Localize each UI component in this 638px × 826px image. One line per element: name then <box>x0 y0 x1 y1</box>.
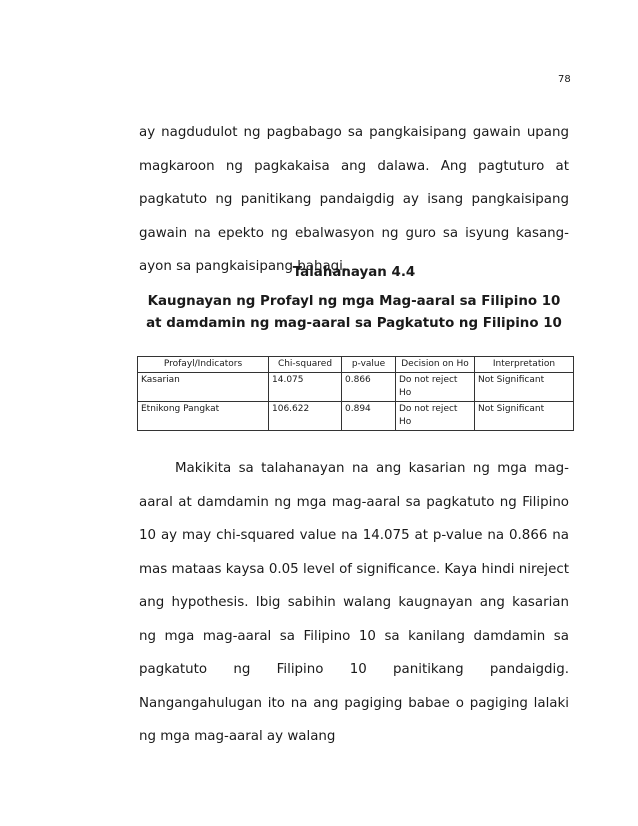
page-number: 78 <box>558 74 571 85</box>
cell-decision: Do not reject Ho <box>396 402 475 431</box>
table-title: Talahanayan 4.4 <box>292 265 416 280</box>
header-profayl: Profayl/Indicators <box>138 357 269 373</box>
cell-chi-squared: 14.075 <box>269 373 342 402</box>
header-decision: Decision on Ho <box>396 357 475 373</box>
cell-chi-squared: 106.622 <box>269 402 342 431</box>
table-row <box>138 402 574 431</box>
header-interpretation: Interpretation <box>475 357 574 373</box>
header-chi-squared: Chi-squared <box>269 357 342 373</box>
cell-indicator: Etnikong Pangkat <box>138 402 269 431</box>
body-paragraph-discussion: Makikita sa talahanayan na ang kasarian ng mga mag-aaral at damdamin ng mga mag-aaral sa pagkatuto ng Filipino 10 ay may chi-squared value na 14.075 at p-value na 0.866 na mas mataas kaysa 0.05 level of significance. Kaya hindi nireject ang hypothesis. Ibig sabihin walang kaugnayan ang kasarian ng mga mag-aaral sa Filipino 10 sa kanilang damdamin sa pagkatuto ng Filipino 10 panitikang pandaigdig. Nangangahulugan ito na ang pagiging babae o pagiging lalaki ng mga mag-aaral ay walang <box>139 461 569 744</box>
results-table <box>137 356 574 431</box>
cell-p-value: 0.866 <box>342 373 396 402</box>
cell-p-value: 0.894 <box>342 402 396 431</box>
cell-indicator: Kasarian <box>138 373 269 402</box>
cell-interpretation: Not Significant <box>475 373 574 402</box>
table-caption: Kaugnayan ng Profayl ng mga Mag-aaral sa Filipino 10 at damdamin ng mag-aaral sa Pagkatuto ng Filipino 10 <box>146 294 562 331</box>
body-paragraph-intro: ay nagdudulot ng pagbabago sa pangkaisipang gawain upang magkaroon ng pagkakaisa ang dalawa. Ang pagtuturo at pagkatuto ng panitikang pandaigdig ay isang pangkaisipang gawain na epekto ng ebalwasyon ng guro sa isyung kasang-ayon sa pangkaisipang bahagi. <box>139 125 569 274</box>
cell-interpretation: Not Significant <box>475 402 574 431</box>
table-row <box>138 373 574 402</box>
table-header-row <box>138 357 574 373</box>
header-p-value: p-value <box>342 357 396 373</box>
cell-decision: Do not reject Ho <box>396 373 475 402</box>
